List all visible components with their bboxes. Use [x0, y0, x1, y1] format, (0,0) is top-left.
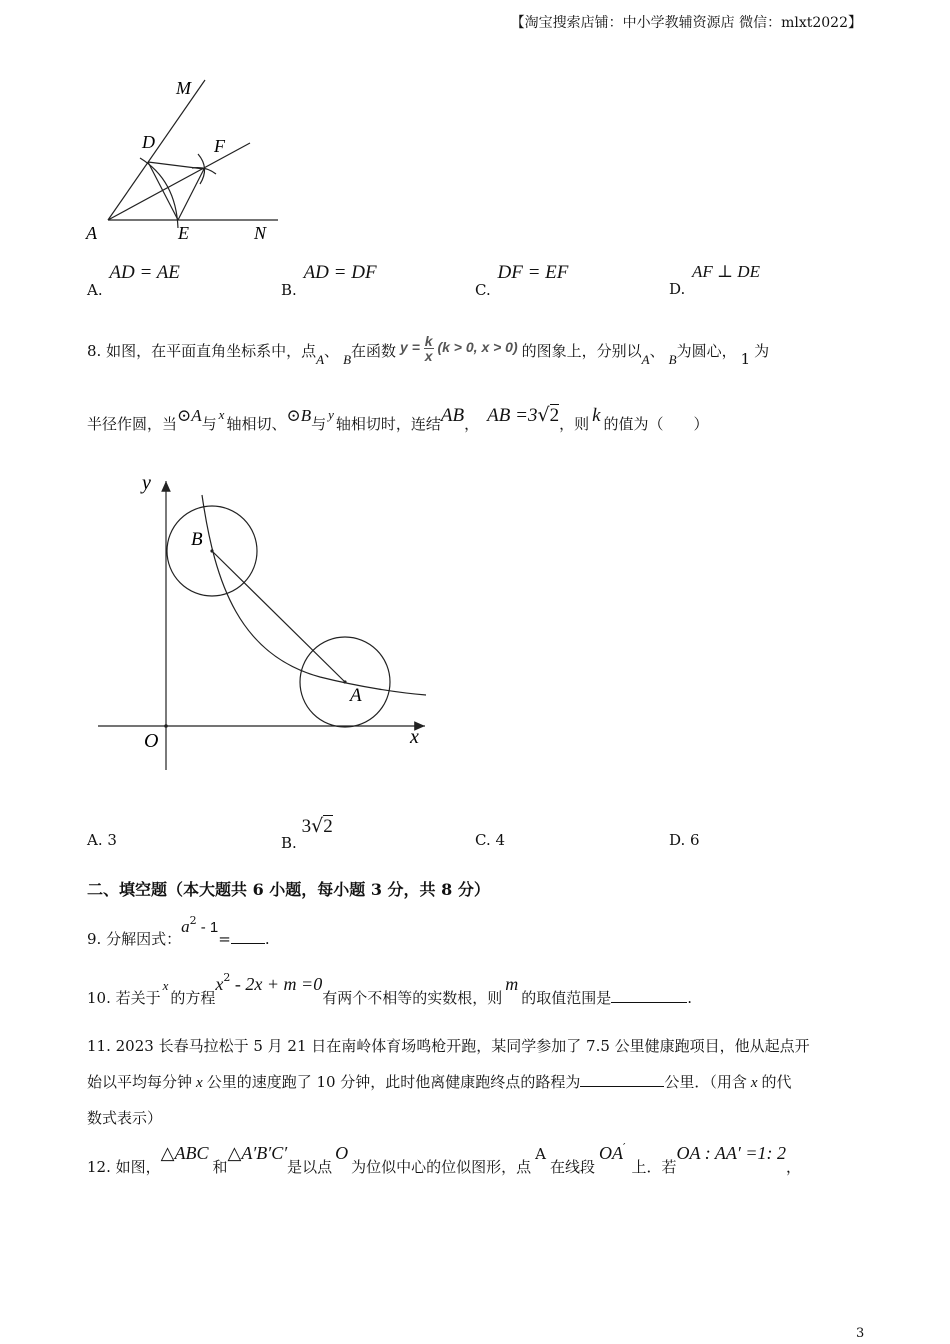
q12-text: 和	[212, 1158, 228, 1176]
sqrt-arg: 2	[549, 405, 560, 426]
segment-ab-line	[212, 551, 345, 682]
label-d: D	[142, 132, 155, 152]
q8-radius: 1	[740, 350, 751, 369]
segment-ef	[178, 169, 204, 220]
ab-equation: AB =3	[487, 405, 538, 426]
q12-oa: OA	[599, 1143, 624, 1163]
q12-oa-prime: ′	[623, 1141, 626, 1154]
q8-text: ，	[464, 415, 480, 433]
q8-text: 的图象上，分别以	[521, 342, 642, 361]
option-expr: AD = AE	[109, 262, 180, 283]
q10-eq-x: x	[215, 974, 224, 994]
q11-text: 公里的速度跑了 10 分钟，此时他离健康跑终点的路程为	[206, 1073, 581, 1091]
func-cond: (k > 0, x > 0)	[437, 339, 518, 356]
q9-blank[interactable]	[231, 929, 265, 944]
q8-option-b	[281, 815, 333, 852]
q7-option-b	[281, 262, 377, 299]
option-sqrt: 2	[323, 816, 333, 837]
q7-option-c	[475, 262, 569, 299]
q8-text: ，则	[559, 415, 590, 433]
label-y: y	[142, 472, 151, 494]
q10-text: 10. 若关于	[87, 989, 161, 1007]
q8-figure	[90, 465, 435, 780]
q8-text: 在函数	[351, 342, 397, 361]
q11-line3: 数式表示）	[87, 1109, 163, 1127]
sqrt-symbol: √	[537, 404, 550, 426]
q12-tri2: △A′B′C′	[227, 1143, 288, 1163]
option-letter: A.	[87, 831, 103, 849]
q11-text: 始以平均每分钟	[87, 1073, 193, 1091]
q8-option-a	[87, 831, 117, 849]
sqrt-symbol: √	[311, 815, 324, 837]
point-b-dot	[210, 549, 213, 552]
q11-x: x	[196, 1075, 203, 1091]
ray-af	[108, 143, 250, 220]
option-value: 3	[301, 816, 312, 837]
q8-text: 半径作圆，当	[87, 415, 178, 433]
section-title: 二、填空题（本大题共 6 小题，每小题 3 分，共 8 分）	[87, 880, 490, 899]
option-value: 3	[107, 831, 117, 849]
q9-eq: =	[218, 930, 231, 948]
q7-figure	[80, 70, 300, 250]
q9-line	[87, 914, 270, 948]
label-b: B	[191, 529, 203, 550]
q10-m: m	[505, 974, 519, 994]
segment-ab: AB	[440, 405, 465, 426]
q12-ratio: OA : AA′ =1: 2	[676, 1143, 786, 1163]
q8-text: 8. 如图，在平面直角坐标系中，点	[87, 342, 317, 361]
q9-sup: 2	[189, 914, 197, 927]
q8-text: 的值为（ ）	[603, 415, 709, 433]
q7-option-a	[87, 262, 180, 299]
q9-text: 9. 分解因式：	[87, 930, 182, 948]
page-header: 【淘宝搜索店铺：中小学教辅资源店 微信：mlxt2022】	[510, 15, 862, 31]
q8-text: 为	[754, 342, 770, 361]
q9-minus: - 1	[196, 919, 219, 936]
q12-text: 为位似中心的位似图形，点	[351, 1158, 532, 1176]
q8-function	[400, 334, 518, 363]
q10-line	[87, 971, 693, 1007]
label-x: x	[410, 726, 419, 748]
q10-blank[interactable]	[611, 988, 687, 1003]
axis-x-text: x	[218, 407, 225, 422]
q12-text: 是以点	[287, 1158, 333, 1176]
q12-tri1: △ABC	[160, 1143, 209, 1163]
q8-option-c	[475, 831, 505, 849]
hyperbola-curve	[202, 495, 426, 695]
option-expr: AD = DF	[303, 262, 377, 283]
option-letter: A.	[87, 281, 103, 299]
q8-option-d	[669, 831, 700, 849]
q8-text: 轴相切、	[226, 415, 287, 433]
q8-text: 、	[324, 342, 340, 361]
q7-option-d	[669, 262, 760, 298]
func-k: k	[424, 333, 433, 349]
label-a: A	[86, 223, 97, 243]
q8-line2	[87, 404, 709, 433]
q8-point-a2: A	[641, 352, 650, 368]
q10-text: 的取值范围是	[521, 989, 612, 1007]
option-expr: DF = EF	[497, 262, 569, 283]
ray-am	[108, 80, 205, 220]
segment-de	[148, 162, 178, 220]
q12-text: 12. 如图，	[87, 1158, 161, 1176]
q12-text: ，	[785, 1158, 801, 1176]
q10-x: x	[162, 978, 169, 993]
option-expr: AF ⊥ DE	[692, 262, 760, 281]
q8-text: 为圆心，	[676, 342, 737, 361]
q10-text: 的方程	[170, 989, 216, 1007]
origin-dot	[164, 724, 168, 728]
q12-o: O	[335, 1143, 349, 1163]
option-letter: B.	[281, 281, 297, 299]
q11-line2	[87, 1071, 792, 1092]
q8-text: 、	[649, 342, 665, 361]
label-m: M	[176, 78, 191, 98]
option-value: 6	[690, 831, 700, 849]
label-n: N	[254, 223, 267, 243]
q8-text: 与	[311, 415, 327, 433]
q8-text: 轴相切时，连结	[335, 415, 441, 433]
q10-eq-sup: 2	[223, 971, 231, 984]
axis-y-text: y	[328, 407, 334, 422]
q8-point-b2: B	[668, 352, 677, 368]
q11-text: 的代	[761, 1073, 792, 1091]
q8-line1	[87, 333, 770, 369]
q11-x2: x	[750, 1075, 758, 1091]
q8-text: 与	[201, 415, 217, 433]
q12-text: 上．若	[631, 1158, 677, 1176]
option-letter: D.	[669, 280, 686, 298]
q12-a: A	[535, 1145, 547, 1163]
q8-point-b: B	[343, 352, 352, 368]
func-y: y =	[400, 339, 420, 356]
odot-a: ⊙A	[177, 406, 202, 425]
q9-end: .	[264, 930, 270, 948]
option-letter: B.	[281, 834, 297, 852]
label-a: A	[350, 685, 362, 706]
q10-text: 有两个不相等的实数根，则	[322, 989, 503, 1007]
label-e: E	[178, 223, 189, 243]
option-letter: D.	[669, 831, 686, 849]
option-letter: C.	[475, 831, 491, 849]
func-fraction	[424, 334, 434, 363]
q10-eq-rest: - 2x + m =0	[230, 974, 323, 994]
label-f: F	[214, 136, 225, 156]
func-x: x	[424, 348, 433, 364]
option-value: 4	[495, 831, 506, 849]
q12-line	[87, 1141, 801, 1176]
q9-a: a	[181, 917, 190, 936]
q11-line1: 11. 2023 长春马拉松于 5 月 21 日在南岭体育场鸣枪开跑，某同学参加了 7.5 公里健康跑项目，他从起点开	[87, 1037, 810, 1055]
q11-text: 公里．（用含	[664, 1073, 747, 1091]
option-letter: C.	[475, 281, 491, 299]
q10-end: .	[687, 989, 693, 1007]
odot-b: ⊙B	[286, 406, 312, 425]
q8-point-a: A	[316, 352, 325, 368]
point-a-dot	[343, 680, 346, 683]
q12-text: 在线段	[550, 1158, 596, 1176]
page-number: 3	[856, 1326, 865, 1341]
q11-blank[interactable]	[580, 1072, 664, 1087]
label-o: O	[144, 730, 159, 752]
k-symbol: k	[592, 405, 601, 426]
